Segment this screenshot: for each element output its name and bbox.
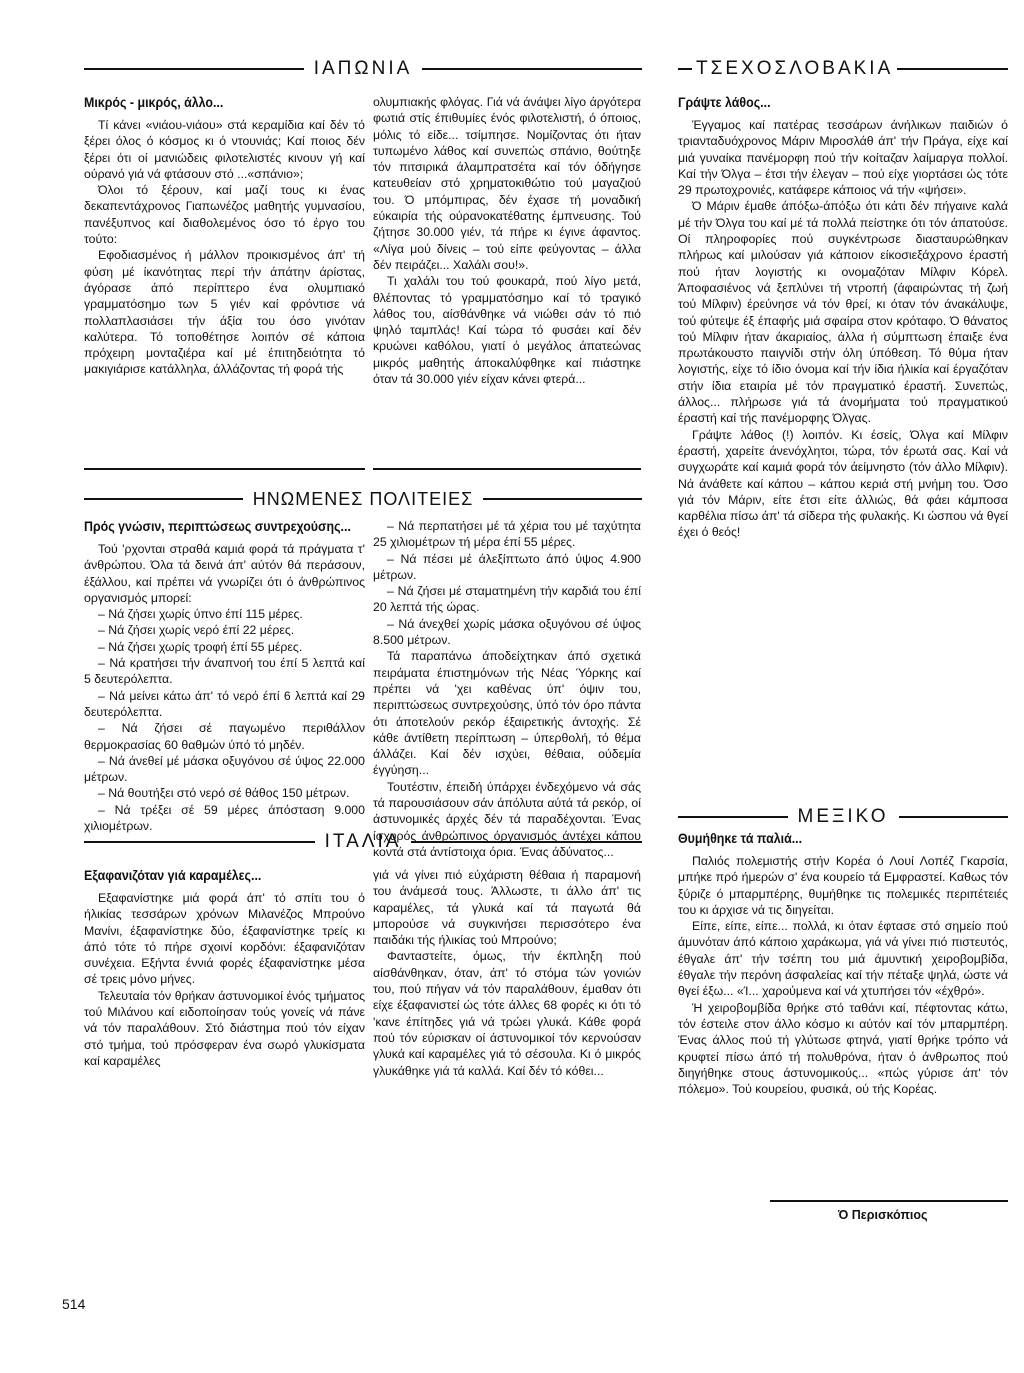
italy-article-right [373,867,641,1197]
section-title-japan: ΙΑΠΩΝΙΑ [313,58,413,79]
czech-article [678,94,1008,714]
japan-article-left [84,94,365,470]
paragraph: Έγγαμος καί πατέρας τεσσάρων άνήλικων παιδιών ό τριανταδυόχρονος Μάριν Μιροσλάθ άπ' τήν Πράγα, είχε καί μιά γυναίκα πανέμορφη πού τήν κοίταζαν λαίμαργα πολλοί. Καί τήν Όλγα – έτσι τήν έλεγαν – πού είχε γιορτάσει ώς τότε 29 πρωτοχρονιές, κατάφερε κάποιος νά τήν «ψήσει». [678,118,1008,198]
paragraph: Τά παραπάνω άποδείχτηκαν άπό σχετικά πειράματα έπιστημόνων τής Νέας Ύόρκης καί πρέπει νά 'χει καθένας ύπ' όψιν του, περιπτώσεως συντρεχούσης, ύπό τόν όρο πάντα ότι άποτελούν ρεκόρ έξαιρετικής άντοχής. Σέ κάθε άντίθετη περίπτωση – ύπερθολή, τό θέμα άλλάζει. Καί δέν ισχύει, θέθαια, ούδεμία έγγύηση... [373,649,641,778]
section-header-mexico [678,805,1008,829]
section-title-italy: ΙΤΑΛΙΑ [324,831,402,852]
list-item: – Νά περπατήσει μέ τά χέρια του μέ ταχύτητα 25 χιλιομέτρων τή μέρα έπί 55 μέρες. [373,519,641,550]
paragraph: Ό Μάριν έμαθε άπόξω-άπόξω ότι κάτι δέν πήγαινε καλά μέ τήν Όλγα του καί μέ τά πολλά πείστηκε ότι τόν άπατούσε. Οί πληροφορίες πού συγκέντρωσε διασταυρώθηκαν πλήρως καί μιλούσαν γιά κάποιον είκοσιεξάχρονο έραστή πού ήταν λογιστής κι ονομαζόταν Μίλφιν Κόρελ. Άποφασιένος νά ξεπλύνει τή ντροπή (άφαιρώντας τή ζωή τού Μίλφιν) έρεύνησε νά τόν θρεί, κι όταν τόν άνακάλυψε, τού φύτεψε έξ έπαφής μιά σφαίρα στον κρόταφο. Ό θάνατος τού Μίλφιν ήταν άκαριαίος, άλλα ή σύμπτωση έπαιξε ένα πρωτάκουστο παιγνίδι στήν όλη ύπόθεση. Τό θύμα ήταν λογιστής, είχε τό ίδιο όνομα καί τήν ίδια ήλικία καί έργαζόταν στήν ίδια εταιρία μέ τόν πραγματικό έραστή. Συνεπώς, άλλος... πλήρωσε γιά τά άνομήματα τού πραγματικού έραστή καί τής πανέμορφης Όλγας. [678,199,1008,426]
paragraph: Παλιός πολεμιστής στήν Κορέα ό Λουί Λοπέζ Γκαρσία, μπήκε πρό ήμερών σ' ένα κουρείο τά Εμφραστεί. Καθως τόν ξύριζε ό μπαρμπέρης, θυμήθηκε τις πολεμικές περιπέτειές του κι άρχισε νά τις διηγείται. [678,854,1008,917]
section-title-usa: ΗΝΩΜΕΝΕΣ ΠΟΛΙΤΕΙΕΣ [252,489,474,509]
list-item: – Νά πέσει μέ άλεξίπτωτο άπό ύψος 4.900 μέτρων. [373,551,641,582]
paragraph: Εξαφανίστηκε μιά φορά άπ' τό σπίτι του ό ήλικίας τεσσάρων χρόνων Μιλανέζος Μπρούνο Μανίνι, έξαφανίστηκε δύο, έξαφανίστηκε τρείς κι άπό τότε τό πήρε σχοινί κορδόνι: έξαφανιζόταν συνέχεια. Εξήντα έννιά φορές έξαφανίστηκε μέσα σέ τρεις μόνο μήνες. [84,891,365,987]
section-title-mexico: ΜΕΞΙΚΟ [797,806,889,827]
paragraph: Γράψτε λάθος (!) λοιπόν. Κι έσείς, Όλγα καί Μίλφιν έραστή, χαρείτε άνενόχλητοι, τώρα, τόν έρωτά σας. Καί νά συγχωράτε καί καμιά φορά τόν άείμνηστο (τόν άλλο Μίλφιν). Νά άνάθετε καί κάπου – κάπου κεριά στή μνήμη του. Όσο γιά τόν Μάριν, είτε έτσι είτε άλλιώς, θά φάει κάμποσα καρθέλια πίσω άπ' τά σίδερα τής φυλακής. Κι ώσπου νά θγεί έχει ό θεός! [678,427,1008,540]
paragraph: Τι χαλάλι του τού φουκαρά, πού λίγο μετά, θλέποντας τό γραμματόσημο καί τό τραγικό λάθος του, αίσθάνθηκε νά νιώθει σάν τό πιό ψηλό ταμπλάς! Καί τώρα τό φυσάει καί δέν κρυώνει καθόλου, γιατί ό μεγάλος άπατεώνας μικρός μαθητής άποκαλύφθηκε καί πιάστηκε όταν τά 30.000 γιέν είχαν κάνει φτερά... [373,274,641,387]
section-header-czech [678,57,1008,81]
mexico-headline: Θυμήθηκε τά παλιά... [678,831,803,846]
paragraph: Όλοι τό ξέρουν, καί μαζί τους κι ένας δεκαπεντάχρονος Γιαπωνέζος μαθητής γυμνασίου, πανέξυπνος καί διαθολεμένος όσο τό έργο του τούτο: [84,183,365,247]
list-item: – Νά θουτήξει στό νερό σέ θάθος 150 μέτρων. [98,786,350,801]
list-item: – Νά τρέξει σέ 59 μέρες άπόσταση 9.000 χιλιομέτρων. [84,802,365,834]
list-item: – Νά ζήσει μέ σταματημένη τήν καρδιά του έπί 20 λεπτά τής ώρας. [373,584,641,615]
paragraph: Τελευταία τόν θρήκαν άστυνομικοί ένός τμήματος τού Μιλάνου καί ειδοποίησαν τούς γονείς νά πάνε νά τόν παραλάθουν. Στό διάστημα πού τόν είχαν στό τμήμα, τού πρόσφεραν ένα σωρό γλυκίσματα καί καραμέλες [84,988,365,1068]
list-item: – Νά ζήσει χωρίς ύπνο έπί 115 μέρες. [98,607,303,622]
paragraph: γιά νά γίνει πιό εύχάριστη θέθαια ή παραμονή του άνάμεσά τους. Άλλωστε, τι άλλο άπ' τις καραμέλες, τά γλυκά καί τά παγωτά θά μπορούσε νά συγκινήσει περισσότερο ένα παιδάκι τής ήλικίας τού Μπρούνο; [373,868,641,948]
japan-headline: Μικρός - μικρός, άλλο... [84,95,224,110]
paragraph: Ή χειροβομβίδα θρήκε στό ταθάνι καί, πέφτοντας κάτω, τόν έστειλε στον άλλο κόσμο κι αύτόν καί τόν μπαρμπέρη. Ένας άλλος πού τή γλύτωσε φτηνά, γιατί θρήκε τρόπο νά κρυφτεί πίσω άπό τή πολυθρόνα, ήταν ό άνθρωπος πού διηγήθηκε στους άστυνομικούς... «πώς γύρισε άπ' τόν πόλεμο». Τού κουρείου, φυσικά, ού τής Κορέας. [678,1000,1008,1097]
page-number: 514 [62,1296,86,1312]
usa-headline: Πρός γνώσιν, περιπτώσεως συντρεχούσης... [84,519,351,534]
list-item: – Νά άνεθεί μέ μάσκα οξυγόνου σέ ύψος 22.000 μέτρων. [84,753,365,785]
list-item: – Νά ζήσει χωρίς τροφή έπί 55 μέρες. [98,639,303,654]
paragraph: Φανταστείτε, όμως, τήν έκπληξη πού αίσθάνθηκαν, όταν, άπ' τό στόμα τών γονιών του, πού πήγαν νά τόν παραλάθουν, έμαθαν ότι είχε έξαφανιστεί ώς τότε άλλες 68 φορές κι ότι τό 'κανε έπίτηδες γιά νά τρώει γλυκά. Κάθε φορά πού τόν εύρισκαν οί άστυνομικοί τόν κερνούσαν γλυκά καί καραμέλες γιά τό σέσουλα. Κι ό μικρός γλυκάθηκε γιά τά καλλά. Καί δέν τό κόθει... [373,949,641,1078]
italy-headline: Εξαφανιζόταν γιά καραμέλες... [84,868,262,883]
list-item: – Νά ζήσει σέ παγωμένο περιθάλλον θερμοκρασίας 60 θαθμών ύπό τό μηδέν. [84,721,365,752]
mexico-end-rule [770,1200,1008,1202]
section-header-usa [84,487,642,511]
list-item: – Νά κρατήσει τήν άναπνοή του έπί 5 λεπτά καί 5 δευτερόλεπτα. [84,656,365,687]
section-title-czech: ΤΣΕΧΟΣΛΟΒΑΚΙΑ [696,58,894,79]
czech-headline: Γράψτε λάθος... [678,95,771,110]
paragraph: Τουτέστιν, έπειδή ύπάρχει ένδεχόμενο νά σάς τά παρουσιάσουν σάν άπόλυτα αύτά τά ρεκόρ, οί άστυνομικές άρχές δέν τά παραδέχονται. Ένας ίσχυρός άνθρώπινος όργανισμός άντέχει κάπου κοντά στά άντίστοιχα όρια. Ένας άδύνατος... [373,779,641,859]
mexico-article [678,830,1008,1195]
section-header-italy [84,830,642,854]
author-signature: Ό Περισκόπιος [838,1208,928,1222]
paragraph: Είπε, είπε, είπε... πολλά, κι όταν έφτασε στό σημείο πού άμυνόταν άπό κάποιο χαράκωμα, γιά νά γίνει πιό πιστευτός, έθγαλε άπ' τήν τσέπη του μιά άμυντική χειροβομβίδα, έθγαλε τήν περόνη άσφαλείας καί τήν πέταξε ψηλά, ώστε νά θγεί έξω... «Ί... χαρούμενα καί νά χτυπήσει τόν «έχθρό». [678,919,1008,999]
japan-article-right [373,94,641,470]
section-header-japan [84,57,642,81]
italy-article-left [84,867,365,1197]
paragraph: Τού 'ρχονται στραθά καμιά φορά τά πράγματα τ' άνθρώπου. Όλα τά δεινά άπ' αύτόν θά περάσουν, έξάλλου, καί πρέπει νά γνωρίζει ότι ό άνθρώπινος οργανισμός μπορεί: [84,542,365,605]
paragraph: ολυμπιακής φλόγας. Γιά νά άνάψει λίγο άργότερα φωτιά στίς έπιθυμίες ένός φιλοτελιστή, ό όποιος, μόλις τό είδε... τσίμπησε. Νομίζοντας ότι ήταν τυπωμένο λάθος καί συνεπώς σπάνιο, θούτηξε τόν πιτσιρικά άλαμπρατσέτα καί τόν όδήγησε κατευθείαν στό χρηματοκιθώτιο τού μαγαζιού του. Ό μπόμπιρας, δέν έχασε τή μοναδική εύκαιρία τής ούρανοκατέθατης έμπνευσης. Τού ζήτησε 30.000 γιέν, τά πήρε κι έγινε άφαντος. «Λίγα μού δίνεις – τού είπε φεύγοντας – άλλα δέν πειράζει... Χαλάλι σου!». [373,95,641,272]
list-item: – Νά μείνει κάτω άπ' τό νερό έπί 6 λεπτά καί 29 δευτερόλεπτα. [84,688,365,719]
paragraph: Τί κάνει «νιάου-νιάου» στά κεραμίδια καί δέν τό ξέρει όλος ό κόσμος κι ό ντουνιάς; Καί ποιος δέν ξέρει ότι οί μανιώδεις φιλοτελιστές κινουν γή καί ούρανό γιά νά φτάσουν στό ...«σπάνιο»; [84,118,365,181]
list-item: – Νά ζήσει χωρίς νερό έπί 22 μέρες. [98,623,295,638]
list-item: – Νά άνεχθεί χωρίς μάσκα οξυγόνου σέ ύψος 8.500 μέτρων. [373,616,641,648]
paragraph: Εφοδιασμένος ή μάλλον προικισμένος άπ' τή φύση μέ ίκανότητας περί τήν άπάτην άρίστας, άγόρασε άπό περίπτερο ένα ολυμπιακό γραμματόσημο των 5 γιέν καί φρόντισε νά πολλαπλασιάσει τήν άξία του όσο γινόταν καλύτερα. Τό τοποθέτησε λοιπόν σέ κάποια πρόχειρη μονταζιέρα καί μέ έπιτηδειότητα τό μακιγιάρισε κατάλληλα, άλλάζοντας τή φορά τής [84,248,365,377]
